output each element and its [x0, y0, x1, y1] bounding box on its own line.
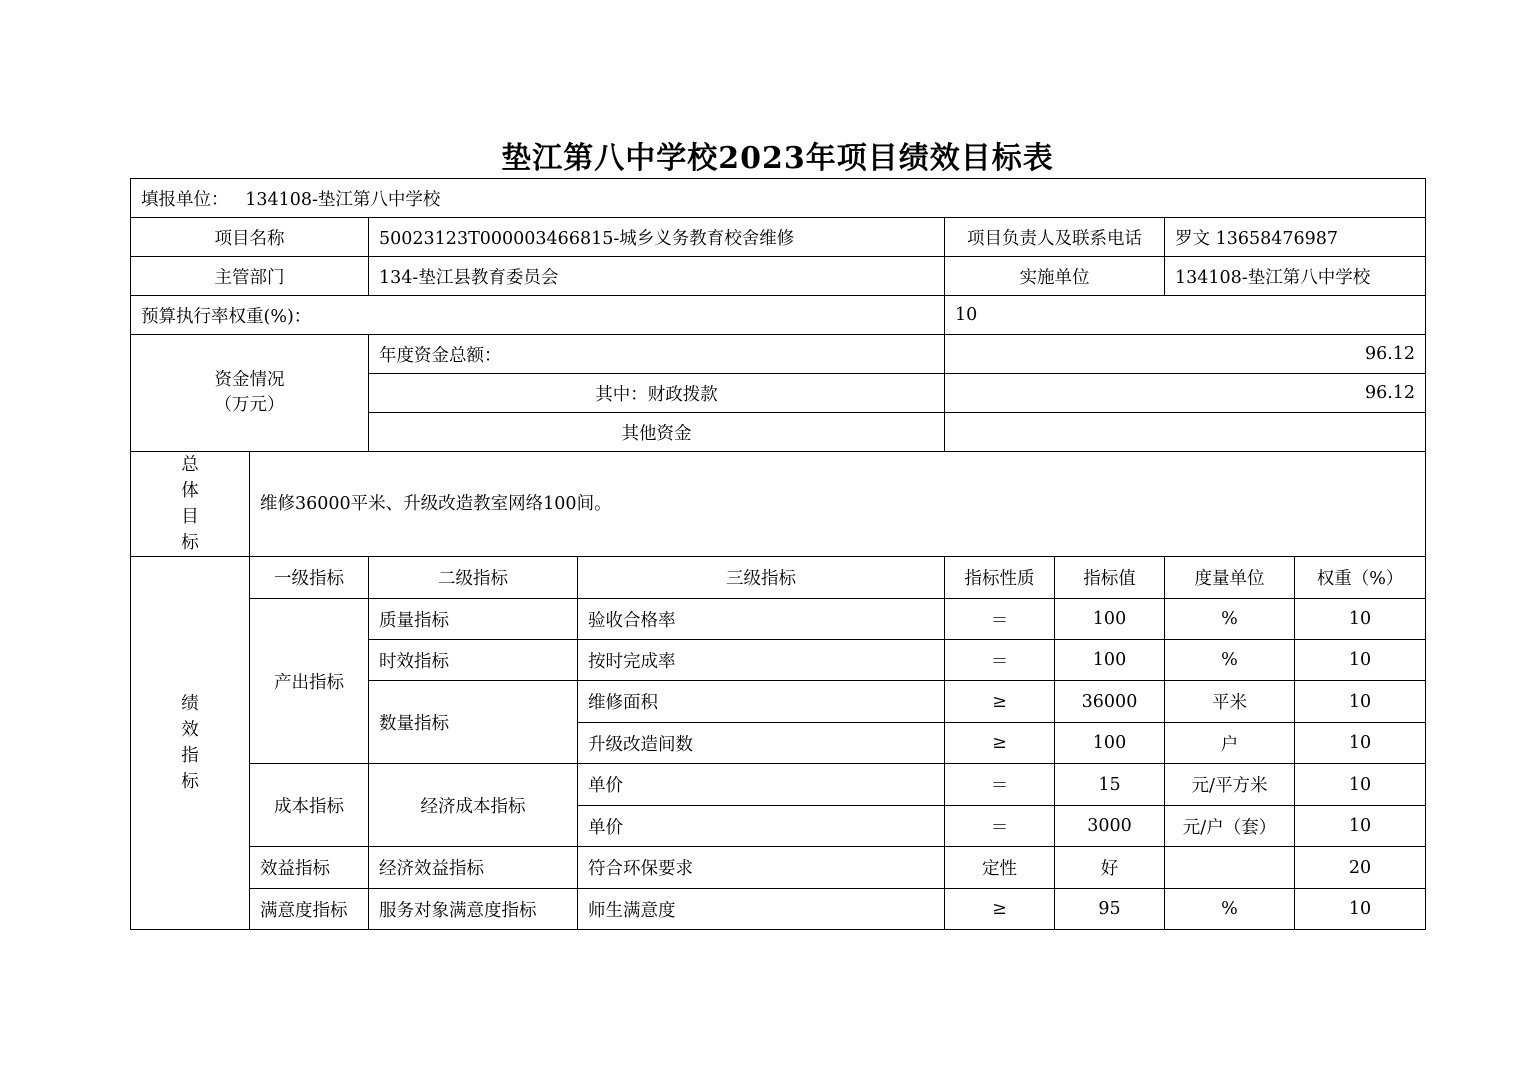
indicator-weight: 10: [1295, 764, 1426, 806]
project-name-row: [131, 218, 1426, 257]
indicator-weight: 20: [1295, 847, 1426, 889]
indicator-value: 好: [1055, 847, 1165, 889]
funds-label: [131, 335, 369, 452]
goal-char: 目: [181, 507, 199, 527]
indicator-unit: %: [1165, 640, 1295, 681]
indicator-name: 师生满意度: [578, 889, 945, 930]
implementing-unit-label: 实施单位: [945, 257, 1165, 296]
department-value: 134-垫江县教育委员会: [369, 257, 945, 296]
table-row: [131, 599, 1426, 640]
goal-char: 总: [181, 455, 199, 475]
indicator-nature: ≥: [945, 889, 1055, 930]
header-level2: 二级指标: [369, 557, 578, 599]
indicator-name: 单价: [578, 806, 945, 847]
funds-fiscal-label: 其中：财政拨款: [369, 374, 945, 413]
level1-output: 产出指标: [250, 599, 369, 764]
indicator-value: 100: [1055, 640, 1165, 681]
level2-quantity: 数量指标: [369, 681, 578, 764]
page-title: 垫江第八中学校2023年项目绩效目标表: [501, 141, 1054, 176]
budget-weight-value: 10: [945, 296, 1426, 335]
table-row: [131, 764, 1426, 806]
indicator-unit: %: [1165, 599, 1295, 640]
project-name-label: 项目名称: [131, 218, 369, 257]
table-row: [131, 889, 1426, 930]
overall-goal-text: 维修36000平米、升级改造教室网络100间。: [250, 452, 1426, 557]
indicator-value: 36000: [1055, 681, 1165, 723]
project-contact-label: 项目负责人及联系电话: [945, 218, 1165, 257]
indicator-name: 按时完成率: [578, 640, 945, 681]
indicator-name: 单价: [578, 764, 945, 806]
overall-goal-row: [131, 452, 1426, 557]
indicator-unit: 元/户（套）: [1165, 806, 1295, 847]
level1-benefit: 效益指标: [250, 847, 369, 889]
funds-other-value: [945, 413, 1426, 452]
level2-timeliness: 时效指标: [369, 640, 578, 681]
indicator-name: 验收合格率: [578, 599, 945, 640]
indicator-nature: ＝: [945, 764, 1055, 806]
perf-char: 绩: [181, 694, 199, 714]
level2-service-satisfaction: 服务对象满意度指标: [369, 889, 578, 930]
indicator-value: 3000: [1055, 806, 1165, 847]
funds-fiscal-value: 96.12: [945, 374, 1426, 413]
indicator-nature: ＝: [945, 806, 1055, 847]
indicator-value: 95: [1055, 889, 1165, 930]
perf-char: 指: [181, 746, 199, 766]
project-name-value: 50023123T000003466815-城乡义务教育校舍维修: [369, 218, 945, 257]
header-level1: 一级指标: [250, 557, 369, 599]
indicator-nature: ＝: [945, 599, 1055, 640]
indicator-weight: 10: [1295, 640, 1426, 681]
overall-goal-label: [131, 452, 250, 557]
indicator-unit: 元/平方米: [1165, 764, 1295, 806]
indicator-nature: ≥: [945, 723, 1055, 764]
header-unit: 度量单位: [1165, 557, 1295, 599]
indicator-unit: %: [1165, 889, 1295, 930]
level2-quality: 质量指标: [369, 599, 578, 640]
indicator-unit: 平米: [1165, 681, 1295, 723]
indicator-name: 维修面积: [578, 681, 945, 723]
indicator-nature: ＝: [945, 640, 1055, 681]
indicator-weight: 10: [1295, 681, 1426, 723]
department-label: 主管部门: [131, 257, 369, 296]
indicator-header-row: [131, 557, 1426, 599]
goal-char: 体: [181, 481, 199, 501]
indicator-unit: [1165, 847, 1295, 889]
indicator-unit: 户: [1165, 723, 1295, 764]
indicator-name: 升级改造间数: [578, 723, 945, 764]
performance-target-table: [130, 178, 1426, 930]
table-row: [131, 847, 1426, 889]
perf-char: 效: [181, 720, 199, 740]
header-level3: 三级指标: [578, 557, 945, 599]
indicator-weight: 10: [1295, 806, 1426, 847]
project-contact-value: 罗文 13658476987: [1165, 218, 1426, 257]
level2-economic-benefit: 经济效益指标: [369, 847, 578, 889]
indicator-value: 15: [1055, 764, 1165, 806]
indicator-name: 符合环保要求: [578, 847, 945, 889]
header-weight: 权重（%）: [1295, 557, 1426, 599]
level1-cost: 成本指标: [250, 764, 369, 847]
performance-indicator-label: [131, 557, 250, 930]
funds-label-line1: 资金情况: [214, 370, 285, 390]
indicator-weight: 10: [1295, 599, 1426, 640]
reporting-unit-row: [131, 179, 1426, 218]
funds-label-line2: （万元）: [214, 395, 285, 415]
implementing-unit-value: 134108-垫江第八中学校: [1165, 257, 1426, 296]
indicator-value: 100: [1055, 723, 1165, 764]
indicator-nature: 定性: [945, 847, 1055, 889]
level2-economic-cost: 经济成本指标: [369, 764, 578, 847]
header-value: 指标值: [1055, 557, 1165, 599]
indicator-nature: ≥: [945, 681, 1055, 723]
perf-char: 标: [181, 772, 199, 792]
level1-satisfaction: 满意度指标: [250, 889, 369, 930]
reporting-unit-value: 134108-垫江第八中学校: [245, 189, 441, 210]
funds-other-label: 其他资金: [369, 413, 945, 452]
goal-char: 标: [181, 533, 199, 553]
funds-total-row: [131, 335, 1426, 374]
department-row: [131, 257, 1426, 296]
indicator-weight: 10: [1295, 889, 1426, 930]
reporting-unit-label: 填报单位：: [141, 189, 229, 210]
funds-total-label: 年度资金总额：: [369, 335, 945, 374]
budget-weight-label: 预算执行率权重(%)：: [131, 296, 945, 335]
header-nature: 指标性质: [945, 557, 1055, 599]
budget-weight-row: [131, 296, 1426, 335]
funds-total-value: 96.12: [945, 335, 1426, 374]
indicator-weight: 10: [1295, 723, 1426, 764]
indicator-value: 100: [1055, 599, 1165, 640]
reporting-unit-cell: [131, 179, 1426, 218]
